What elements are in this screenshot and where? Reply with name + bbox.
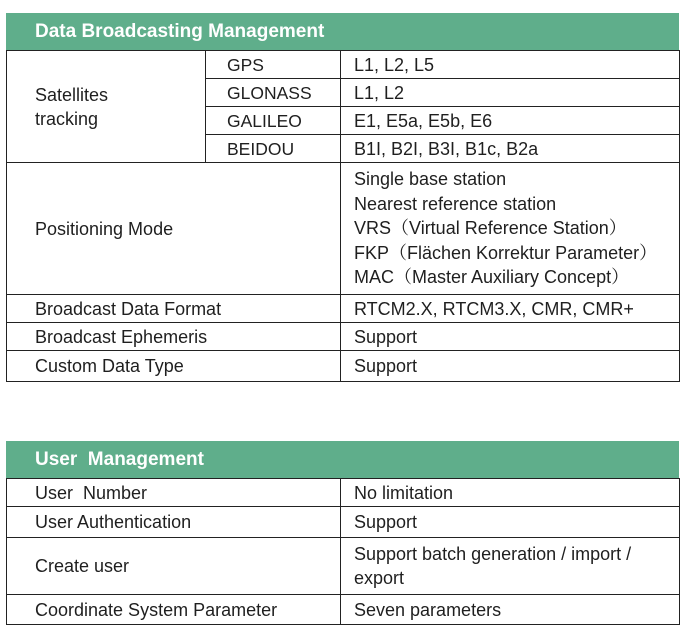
gnss-system: GPS (206, 51, 341, 79)
row-value: Support (341, 323, 680, 351)
positioning-mode-item: MAC（Master Auxiliary Concept） (354, 267, 630, 288)
section-header: Data Broadcasting Management (6, 13, 679, 50)
gnss-system: GLONASS (206, 79, 341, 107)
gnss-system: BEIDOU (206, 135, 341, 163)
row-value: Support (341, 507, 680, 538)
row-value: RTCM2.X, RTCM3.X, CMR, CMR+ (341, 295, 680, 323)
row-label: Coordinate System Parameter (7, 595, 341, 625)
user-management-table (6, 478, 680, 625)
positioning-mode-item: FKP（Flächen Korrektur Parameter） (354, 242, 658, 263)
row-label: User Authentication (7, 507, 341, 538)
gnss-system: GALILEO (206, 107, 341, 135)
positioning-mode-item: Single base station (354, 169, 507, 190)
row-label: Broadcast Ephemeris (7, 323, 341, 351)
positioning-mode-label: Positioning Mode (7, 163, 341, 295)
row-value: No limitation (341, 479, 680, 507)
positioning-mode-item: Nearest reference station (354, 193, 557, 214)
satellites-label: Satellites tracking (7, 51, 206, 163)
data-broadcasting-table (6, 50, 680, 382)
row-value: Support (341, 351, 680, 382)
row-label: Create user (7, 538, 341, 595)
row-label: Broadcast Data Format (7, 295, 341, 323)
row-label: Custom Data Type (7, 351, 341, 382)
user-management-section (6, 441, 679, 625)
data-broadcasting-section (6, 13, 679, 382)
row-value: Support batch generation / import / export (341, 538, 680, 595)
positioning-mode-item: VRS（Virtual Reference Station） (354, 218, 627, 239)
section-header: User Management (6, 441, 679, 478)
row-value: Seven parameters (341, 595, 680, 625)
gnss-bands: L1, L2 (341, 79, 680, 107)
gnss-bands: L1, L2, L5 (341, 51, 680, 79)
row-label: User Number (7, 479, 341, 507)
positioning-mode-values (341, 163, 680, 295)
gnss-bands: B1I, B2I, B3I, B1c, B2a (341, 135, 680, 163)
gnss-bands: E1, E5a, E5b, E6 (341, 107, 680, 135)
